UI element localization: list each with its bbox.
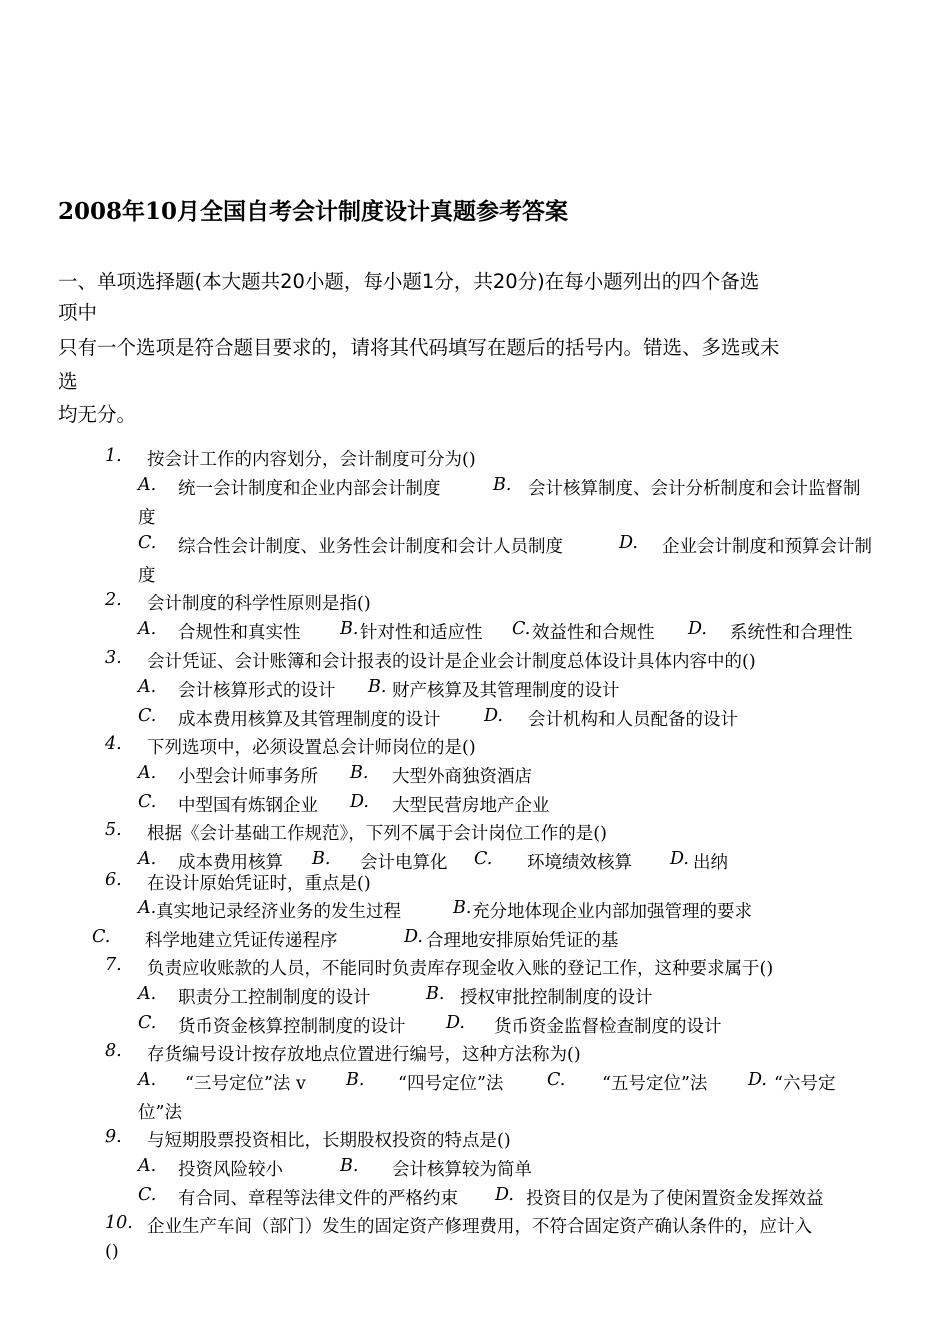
q3-option-c-text: 成本费用核算及其管理制度的设计 — [178, 710, 441, 730]
q7-option-d-text: 货币资金监督检查制度的设计 — [494, 1017, 722, 1037]
q5-option-c-text: 环境绩效核算 — [527, 853, 632, 873]
q4-option-d — [350, 792, 369, 812]
option-letter-b: B. — [340, 619, 359, 639]
q8-option-a-text: “三号定位”法 v — [185, 1074, 306, 1094]
q6-option-a-text: 真实地记录经济业务的发生过程 — [156, 902, 401, 922]
q4-option-a-text: 小型会计师事务所 — [178, 767, 318, 787]
option-letter-c: C. — [547, 1070, 566, 1090]
q2-option-a — [138, 619, 156, 639]
q4-option-c — [138, 792, 156, 812]
q9-option-c — [138, 1185, 156, 1205]
q4-option-d-text: 大型民营房地产企业 — [392, 796, 550, 816]
option-letter-b: B. — [426, 984, 445, 1004]
option-letter-d: D. — [670, 849, 689, 869]
q10-continuation: () — [105, 1242, 119, 1262]
q9-option-c-text: 有合同、章程等法律文件的严格约束 — [178, 1189, 458, 1209]
option-letter-b: B. — [453, 898, 472, 918]
q3-option-b-text: 财产核算及其管理制度的设计 — [392, 681, 620, 701]
option-letter-d: D. — [619, 533, 638, 553]
question-number: 7. — [105, 955, 122, 975]
q6-option-b-text: 充分地体现企业内部加强管理的要求 — [472, 902, 752, 922]
option-letter-d: D. — [350, 792, 369, 812]
q4-option-b — [350, 763, 368, 783]
option-letter-a: A. — [138, 984, 157, 1004]
q2-option-a-text: 合规性和真实性 — [178, 623, 301, 643]
option-letter-a: A. — [138, 1156, 157, 1176]
q9-option-a-text: 投资风险较小 — [178, 1160, 283, 1180]
q1-option-c-text: 综合性会计制度、业务性会计制度和会计人员制度 — [178, 537, 563, 557]
q2-option-d — [688, 619, 707, 639]
q9-option-d — [495, 1185, 514, 1205]
q2-option-b-text: 针对性和适应性 — [360, 623, 483, 643]
q5-option-a-text: 成本费用核算 — [178, 853, 283, 873]
q7-option-a-text: 职责分工控制制度的设计 — [178, 988, 371, 1008]
question-text: 在设计原始凭证时，重点是() — [147, 874, 371, 894]
q4-option-c-text: 中型国有炼钢企业 — [178, 796, 318, 816]
q8-option-c-text: “五号定位”法 — [602, 1074, 708, 1094]
option-letter-c: C. — [138, 533, 157, 553]
q5-option-c — [474, 849, 492, 869]
q8-option-d-cont: 位”法 — [138, 1103, 182, 1123]
option-letter-a: A. — [138, 849, 157, 869]
q3-option-c — [138, 706, 156, 726]
q1-option-b-cont: 度 — [138, 508, 156, 528]
q5-option-d — [670, 849, 689, 869]
option-letter-c: C. — [138, 1013, 157, 1033]
question-number: 4. — [105, 734, 122, 754]
question-text: 企业生产车间（部门）发生的固定资产修理费用，不符合固定资产确认条件的，应计入 — [147, 1217, 812, 1237]
q6-option-d-text: 合理地安排原始凭证的基 — [426, 931, 619, 951]
option-letter-a: A. — [138, 677, 157, 697]
option-letter-b: B. — [312, 849, 331, 869]
q1-option-c — [138, 533, 156, 553]
question-text: 按会计工作的内容划分，会计制度可分为() — [147, 450, 476, 470]
q2-option-d-text: 系统性和合理性 — [730, 623, 853, 643]
q3-option-a — [138, 677, 156, 697]
q7-option-d — [446, 1013, 465, 1033]
q5-option-b-text: 会计电算化 — [360, 853, 448, 873]
intro-line-2: 项中 — [58, 301, 98, 324]
q3-option-a-text: 会计核算形式的设计 — [178, 681, 336, 701]
option-letter-c: C. — [138, 706, 157, 726]
option-letter-b: B. — [350, 763, 369, 783]
option-letter-a: A. — [138, 619, 157, 639]
q3-option-d-text: 会计机构和人员配备的设计 — [528, 710, 738, 730]
question-number: 9. — [105, 1127, 122, 1147]
q6-option-b — [453, 898, 471, 918]
q8-option-a — [138, 1070, 156, 1090]
q8-option-b-text: “四号定位”法 — [398, 1074, 504, 1094]
q3-option-d — [484, 706, 503, 726]
q8-option-b — [346, 1070, 364, 1090]
question-text: 负责应收账款的人员，不能同时负责库存现金收入账的登记工作，这种要求属于() — [147, 959, 774, 979]
q7-option-b — [426, 984, 444, 1004]
option-letter-b: B. — [340, 1156, 359, 1176]
question-text: 下列选项中，必须设置总会计师岗位的是() — [147, 738, 476, 758]
question-text: 会计凭证、会计账簿和会计报表的设计是企业会计制度总体设计具体内容中的() — [147, 652, 756, 672]
q2-option-c-text: 效益性和合规性 — [532, 623, 655, 643]
q4-option-a — [138, 763, 156, 783]
option-letter-b: B. — [346, 1070, 365, 1090]
q4-option-b-text: 大型外商独资酒店 — [392, 767, 532, 787]
option-letter-c: C. — [474, 849, 493, 869]
option-letter-a: A. — [138, 1070, 157, 1090]
q7-option-c-text: 货币资金核算控制制度的设计 — [178, 1017, 406, 1037]
question-number: 1. — [105, 446, 122, 466]
question-number: 10. — [105, 1213, 133, 1233]
q3-option-b — [368, 677, 386, 697]
question-text: 会计制度的科学性原则是指() — [147, 594, 371, 614]
option-letter-d: D. — [495, 1185, 514, 1205]
option-letter-c: C. — [92, 927, 111, 947]
q1-option-b — [493, 475, 511, 495]
q1-option-d — [619, 533, 638, 553]
q5-option-a — [138, 849, 156, 869]
q6-option-a — [138, 898, 156, 918]
intro-line-1: 一、单项选择题(本大题共20小题，每小题1分，共20分)在每小题列出的四个备选 — [58, 270, 760, 293]
question-text: 根据《会计基础工作规范》，下列不属于会计岗位工作的是() — [147, 824, 607, 844]
option-letter-c: C. — [138, 792, 157, 812]
question-number: 2. — [105, 590, 122, 610]
q9-option-b-text: 会计核算较为简单 — [392, 1160, 532, 1180]
option-letter-a: A. — [138, 475, 157, 495]
option-letter-d: D. — [404, 927, 423, 947]
option-letter-b: B. — [493, 475, 512, 495]
q5-option-b — [312, 849, 330, 869]
option-letter-c: C. — [138, 1185, 157, 1205]
q1-option-a-text: 统一会计制度和企业内部会计制度 — [178, 479, 441, 499]
q6-option-d — [404, 927, 423, 947]
q5-option-d-text: 出纳 — [693, 853, 728, 873]
option-letter-d: D. — [446, 1013, 465, 1033]
q7-option-c — [138, 1013, 156, 1033]
question-text: 存货编号设计按存放地点位置进行编号，这种方法称为() — [147, 1045, 581, 1065]
q7-option-b-text: 授权审批控制制度的设计 — [460, 988, 653, 1008]
q6-option-c-text: 科学地建立凭证传递程序 — [145, 931, 338, 951]
q2-option-c — [512, 619, 530, 639]
q9-option-a — [138, 1156, 156, 1176]
q1-option-d-cont: 度 — [138, 566, 156, 586]
option-letter-a: A. — [138, 898, 157, 918]
option-letter-d: D. — [484, 706, 503, 726]
q1-option-d-text: 企业会计制度和预算会计制 — [662, 537, 872, 557]
q6-option-c — [92, 927, 110, 947]
q1-option-a — [138, 475, 156, 495]
option-letter-d: D. — [688, 619, 707, 639]
question-number: 8. — [105, 1041, 122, 1061]
q9-option-d-text: 投资目的仅是为了使闲置资金发挥效益 — [526, 1189, 824, 1209]
document-title: 2008年10月全国自考会计制度设计真题参考答案 — [58, 198, 569, 225]
question-number: 6. — [105, 870, 122, 890]
option-letter-b: B. — [368, 677, 387, 697]
question-number: 3. — [105, 648, 122, 668]
option-letter-c: C. — [512, 619, 531, 639]
q8-option-d — [748, 1070, 767, 1090]
intro-line-4: 选 — [58, 370, 78, 393]
q7-option-a — [138, 984, 156, 1004]
intro-line-3: 只有一个选项是符合题目要求的，请将其代码填写在题后的括号内。错选、多选或未 — [58, 336, 780, 359]
question-text: 与短期股票投资相比，长期股权投资的特点是() — [147, 1131, 511, 1151]
q1-option-b-text: 会计核算制度、会计分析制度和会计监督制 — [528, 479, 861, 499]
q2-option-b — [340, 619, 358, 639]
option-letter-a: A. — [138, 763, 157, 783]
q8-option-c — [547, 1070, 565, 1090]
option-letter-d: D. — [748, 1070, 767, 1090]
intro-line-5: 均无分。 — [58, 403, 137, 426]
q9-option-b — [340, 1156, 358, 1176]
q8-option-d-text: “六号定 — [774, 1074, 836, 1094]
question-number: 5. — [105, 820, 122, 840]
